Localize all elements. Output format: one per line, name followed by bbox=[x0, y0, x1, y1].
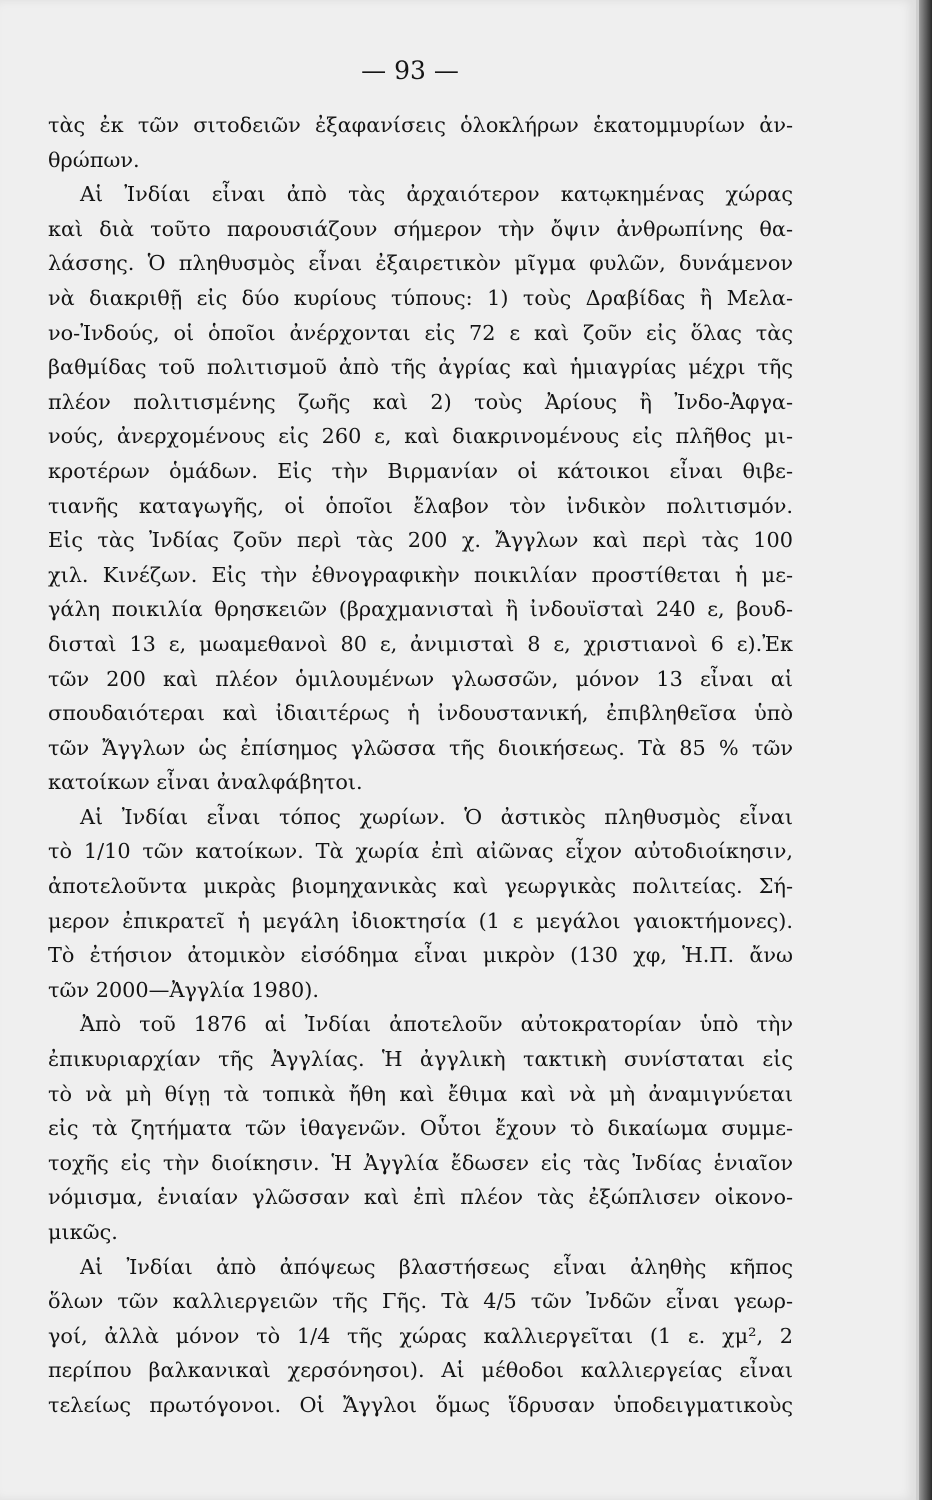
page-number: — 93 — bbox=[361, 56, 459, 85]
text-line: τελείως πρωτόγονοι. Οἱ Ἄγγλοι ὅμως ἵδρυσαν ὑποδειγματικοὺς bbox=[48, 1392, 793, 1417]
text-line: πλέον πολιτισμένης ζωῆς καὶ 2) τοὺς Ἀρίους ἢ Ἰνδο-Ἀφγα- bbox=[48, 389, 793, 414]
text-line: τὸ νὰ μὴ θίγῃ τὰ τοπικὰ ἤθη καὶ ἔθιμα καὶ νὰ μὴ ἀναμιγνύεται bbox=[48, 1081, 793, 1106]
text-line: Εἰς τὰς Ἰνδίας ζοῦν περὶ τὰς 200 χ. Ἄγγλων καὶ περὶ τὰς 100 bbox=[48, 528, 793, 553]
text-line: κατοίκων εἶναι ἀναλφάβητοι. bbox=[48, 770, 363, 795]
text-line: νούς, ἀνερχομένους εἰς 260 ε, καὶ διακρινομένους εἰς πλῆθος μι- bbox=[48, 424, 793, 449]
text-line: τῶν 200 καὶ πλέον ὁμιλουμένων γλωσσῶν, μόνον 13 εἶναι αἱ bbox=[48, 666, 793, 691]
page-edge-shadow bbox=[919, 0, 932, 1500]
text-line: δισταὶ 13 ε, μωαμεθανοὶ 80 ε, ἀνιμισταὶ 8 ε, χριστιανοὶ 6 ε).Ἐκ bbox=[48, 631, 793, 656]
text-line: βαθμίδας τοῦ πολιτισμοῦ ἀπὸ τῆς ἀγρίας καὶ ἡμιαγρίας μέχρι τῆς bbox=[48, 355, 793, 380]
text-line: τῶν 2000—Ἀγγλία 1980). bbox=[48, 977, 319, 1002]
text-line: γάλη ποικιλία θρησκειῶν (βραχμανισταὶ ἢ ἰνδουϊσταὶ 240 ε, βουδ- bbox=[48, 597, 793, 622]
text-line: κροτέρων ὁμάδων. Εἰς τὴν Βιρμανίαν οἱ κάτοικοι εἶναι θιβε- bbox=[48, 458, 793, 483]
text-line: τῶν Ἄγγλων ὡς ἐπίσημος γλῶσσα τῆς διοικήσεως. Τὰ 85 % τῶν bbox=[48, 735, 793, 760]
text-line: Αἱ Ἰνδίαι εἶναι τόπος χωρίων. Ὁ ἀστικὸς πληθυσμὸς εἶναι bbox=[80, 804, 793, 829]
text-line: περίπου βαλκανικαὶ χερσόνησοι). Αἱ μέθοδοι καλλιεργείας εἶναι bbox=[48, 1358, 793, 1383]
text-line: καὶ διὰ τοῦτο παρουσιάζουν σήμερον τὴν ὄψιν ἀνθρωπίνης θα- bbox=[48, 216, 793, 241]
text-line: ἀποτελοῦντα μικρὰς βιομηχανικὰς καὶ γεωργικὰς πολιτείας. Σή- bbox=[48, 874, 793, 899]
text-line: Ἀπὸ τοῦ 1876 αἱ Ἰνδίαι ἀποτελοῦν αὐτοκρατορίαν ὑπὸ τὴν bbox=[80, 1012, 793, 1037]
body-text bbox=[48, 108, 793, 1423]
text-line: τιανῆς καταγωγῆς, οἱ ὁποῖοι ἔλαβον τὸν ἰνδικὸν πολιτισμόν. bbox=[48, 493, 793, 518]
text-line: Αἱ Ἰνδίαι ἀπὸ ἀπόψεως βλαστήσεως εἶναι ἀληθὴς κῆπος bbox=[80, 1254, 793, 1279]
text-line: θρώπων. bbox=[48, 147, 140, 172]
text-line: μερον ἐπικρατεῖ ἡ μεγάλη ἰδιοκτησία (1 ε μεγάλοι γαιοκτήμονες). bbox=[48, 908, 793, 933]
text-line: Τὸ ἐτήσιον ἀτομικὸν εἰσόδημα εἶναι μικρὸν (130 χφ, Ἡ.Π. ἄνω bbox=[48, 943, 793, 968]
text-line: ὅλων τῶν καλλιεργειῶν τῆς Γῆς. Τὰ 4/5 τῶν Ἰνδῶν εἶναι γεωρ- bbox=[48, 1289, 793, 1314]
text-line: τὰς ἐκ τῶν σιτοδειῶν ἐξαφανίσεις ὁλοκλήρων ἑκατομμυρίων ἀν- bbox=[48, 113, 793, 137]
text-line: σπουδαιότεραι καὶ ἰδιαιτέρως ἡ ἰνδουστανική, ἐπιβληθεῖσα ὑπὸ bbox=[48, 701, 793, 726]
text-line: εἰς τὰ ζητήματα τῶν ἰθαγενῶν. Οὗτοι ἔχουν τὸ δικαίωμα συμμε- bbox=[48, 1116, 793, 1141]
text-line: τὸ 1/10 τῶν κατοίκων. Τὰ χωρία ἐπὶ αἰῶνας εἶχον αὐτοδιοίκησιν, bbox=[48, 839, 793, 864]
text-line: νόμισμα, ἑνιαίαν γλῶσσαν καὶ ἐπὶ πλέον τὰς ἐξώπλισεν οἰκονο- bbox=[48, 1185, 793, 1210]
text-line: χιλ. Κινέζων. Εἰς τὴν ἐθνογραφικὴν ποικιλίαν προστίθεται ἡ με- bbox=[48, 562, 793, 587]
text-line: τοχῆς εἰς τὴν διοίκησιν. Ἡ Ἀγγλία ἔδωσεν εἰς τὰς Ἰνδίας ἑνιαῖον bbox=[48, 1150, 793, 1175]
text-line: νὰ διακριθῇ εἰς δύο κυρίους τύπους: 1) τοὺς Δραβίδας ἢ Μελα- bbox=[48, 285, 793, 310]
text-line: ἐπικυριαρχίαν τῆς Ἀγγλίας. Ἡ ἀγγλικὴ τακτικὴ συνίσταται εἰς bbox=[48, 1047, 793, 1072]
text-line: λάσσης. Ὁ πληθυσμὸς εἶναι ἐξαιρετικὸν μῖγμα φυλῶν, δυνάμενον bbox=[48, 251, 793, 276]
text-line: νο-Ἰνδούς, οἱ ὁποῖοι ἀνέρχονται εἰς 72 ε καὶ ζοῦν εἰς ὅλας τὰς bbox=[48, 320, 793, 345]
text-line: Αἱ Ἰνδίαι εἶναι ἀπὸ τὰς ἀρχαιότερον κατῳκημένας χώρας bbox=[80, 182, 793, 207]
text-line: μικῶς. bbox=[48, 1220, 118, 1244]
text-line: γοί, ἀλλὰ μόνον τὸ 1/4 τῆς χώρας καλλιεργεῖται (1 ε. χμ², 2 bbox=[48, 1323, 793, 1348]
